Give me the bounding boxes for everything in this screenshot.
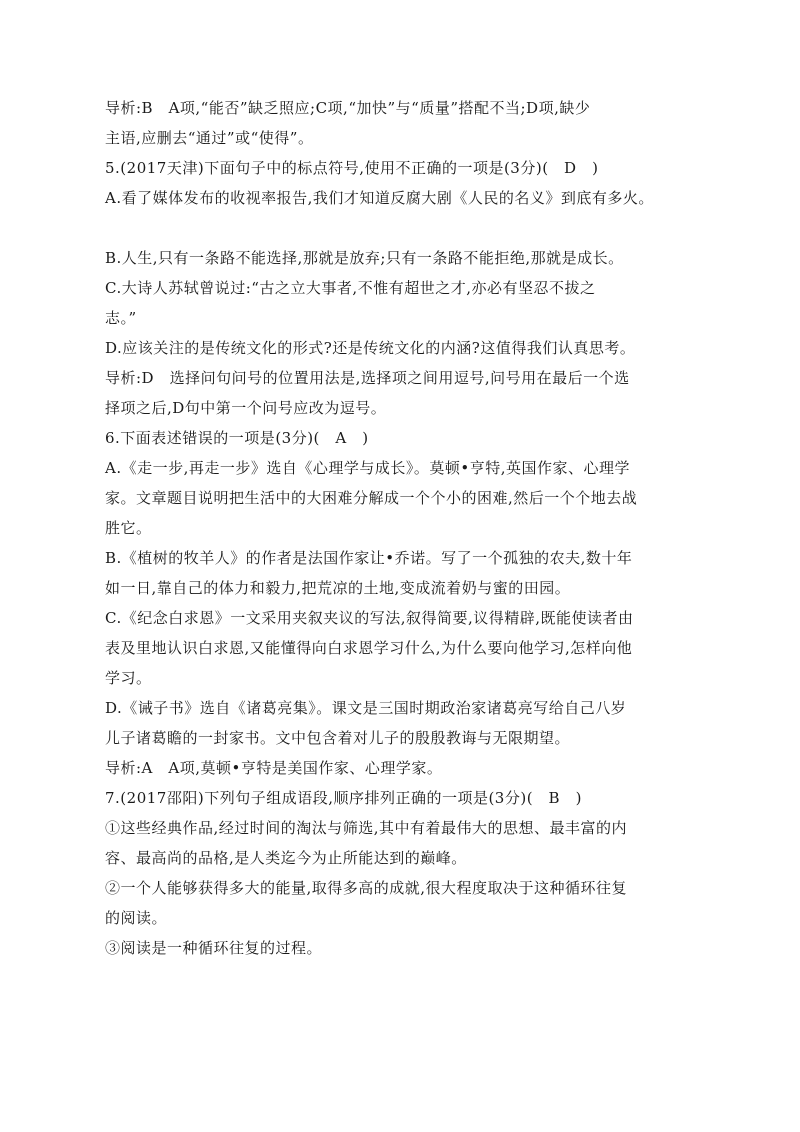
text-line: 7.(2017邵阳)下列句子组成语段,顺序排列正确的一项是(3分)( B ) <box>105 789 582 807</box>
text-line: 志。” <box>105 309 137 327</box>
text-line: B.《植树的牧羊人》的作者是法国作家让•乔诺。写了一个孤独的农夫,数十年 <box>105 549 633 567</box>
text-line: 表及里地认识白求恩,又能懂得向白求恩学习什么,为什么要向他学习,怎样向他 <box>105 639 633 657</box>
text-line: 导析:B A项,“能否”缺乏照应;C项,“加快”与“质量”搭配不当;D项,缺少 <box>105 99 591 117</box>
text-line: 择项之后,D句中第一个问号应改为逗号。 <box>105 399 387 417</box>
text-line: D.《诫子书》选自《诸葛亮集》。课文是三国时期政治家诸葛亮写给自己八岁 <box>105 699 627 717</box>
text-line: 胜它。 <box>105 519 152 537</box>
text-line: D.应该关注的是传统文化的形式?还是传统文化的内涵?这值得我们认真思考。 <box>105 339 636 357</box>
text-line: ②一个人能够获得多大的能量,取得多高的成就,很大程度取决于这种循环往复 <box>105 879 628 897</box>
text-line: C.《纪念白求恩》一文采用夹叙夹议的写法,叙得简要,议得精辟,既能使读者由 <box>105 609 634 627</box>
text-line: 儿子诸葛瞻的一封家书。文中包含着对儿子的殷殷教诲与无限期望。 <box>105 729 571 747</box>
text-line: 容、最高尚的品格,是人类迄今为止所能达到的巅峰。 <box>105 849 467 867</box>
text-line: C.大诗人苏轼曾说过:“古之立大事者,不惟有超世之才,亦必有坚忍不拔之 <box>105 279 596 297</box>
text-line: 主语,应删去“通过”或“使得”。 <box>105 129 314 147</box>
text-line: B.人生,只有一条路不能选择,那就是放弃;只有一条路不能拒绝,那就是成长。 <box>105 249 624 267</box>
text-line: 5.(2017天津)下面句子中的标点符号,使用不正确的一项是(3分)( D ) <box>105 159 599 177</box>
text-line: 6.下面表述错误的一项是(3分)( A ) <box>105 429 369 447</box>
text-line: 学习。 <box>105 669 152 687</box>
text-line: ①这些经典作品,经过时间的淘汰与筛选,其中有着最伟大的思想、最丰富的内 <box>105 819 628 837</box>
document-body <box>105 93 715 963</box>
text-line: A.看了媒体发布的收视率报告,我们才知道反腐大剧《人民的名义》到底有多火。 <box>105 189 654 207</box>
text-line: 导析:D 选择问句问号的位置用法是,选择项之间用逗号,问号用在最后一个选 <box>105 369 630 387</box>
text-line: ③阅读是一种循环往复的过程。 <box>105 939 323 957</box>
blank-line <box>105 213 715 243</box>
text-line: 的阅读。 <box>105 909 168 927</box>
text-line: 导析:A A项,莫顿•亨特是美国作家、心理学家。 <box>105 759 443 777</box>
text-line: 家。文章题目说明把生活中的大困难分解成一个个小的困难,然后一个个地去战 <box>105 489 638 507</box>
text-line: 如一日,靠自己的体力和毅力,把荒凉的土地,变成流着奶与蜜的田园。 <box>105 579 571 597</box>
text-line: A.《走一步,再走一步》选自《心理学与成长》。莫顿•亨特,英国作家、心理学 <box>105 459 630 477</box>
